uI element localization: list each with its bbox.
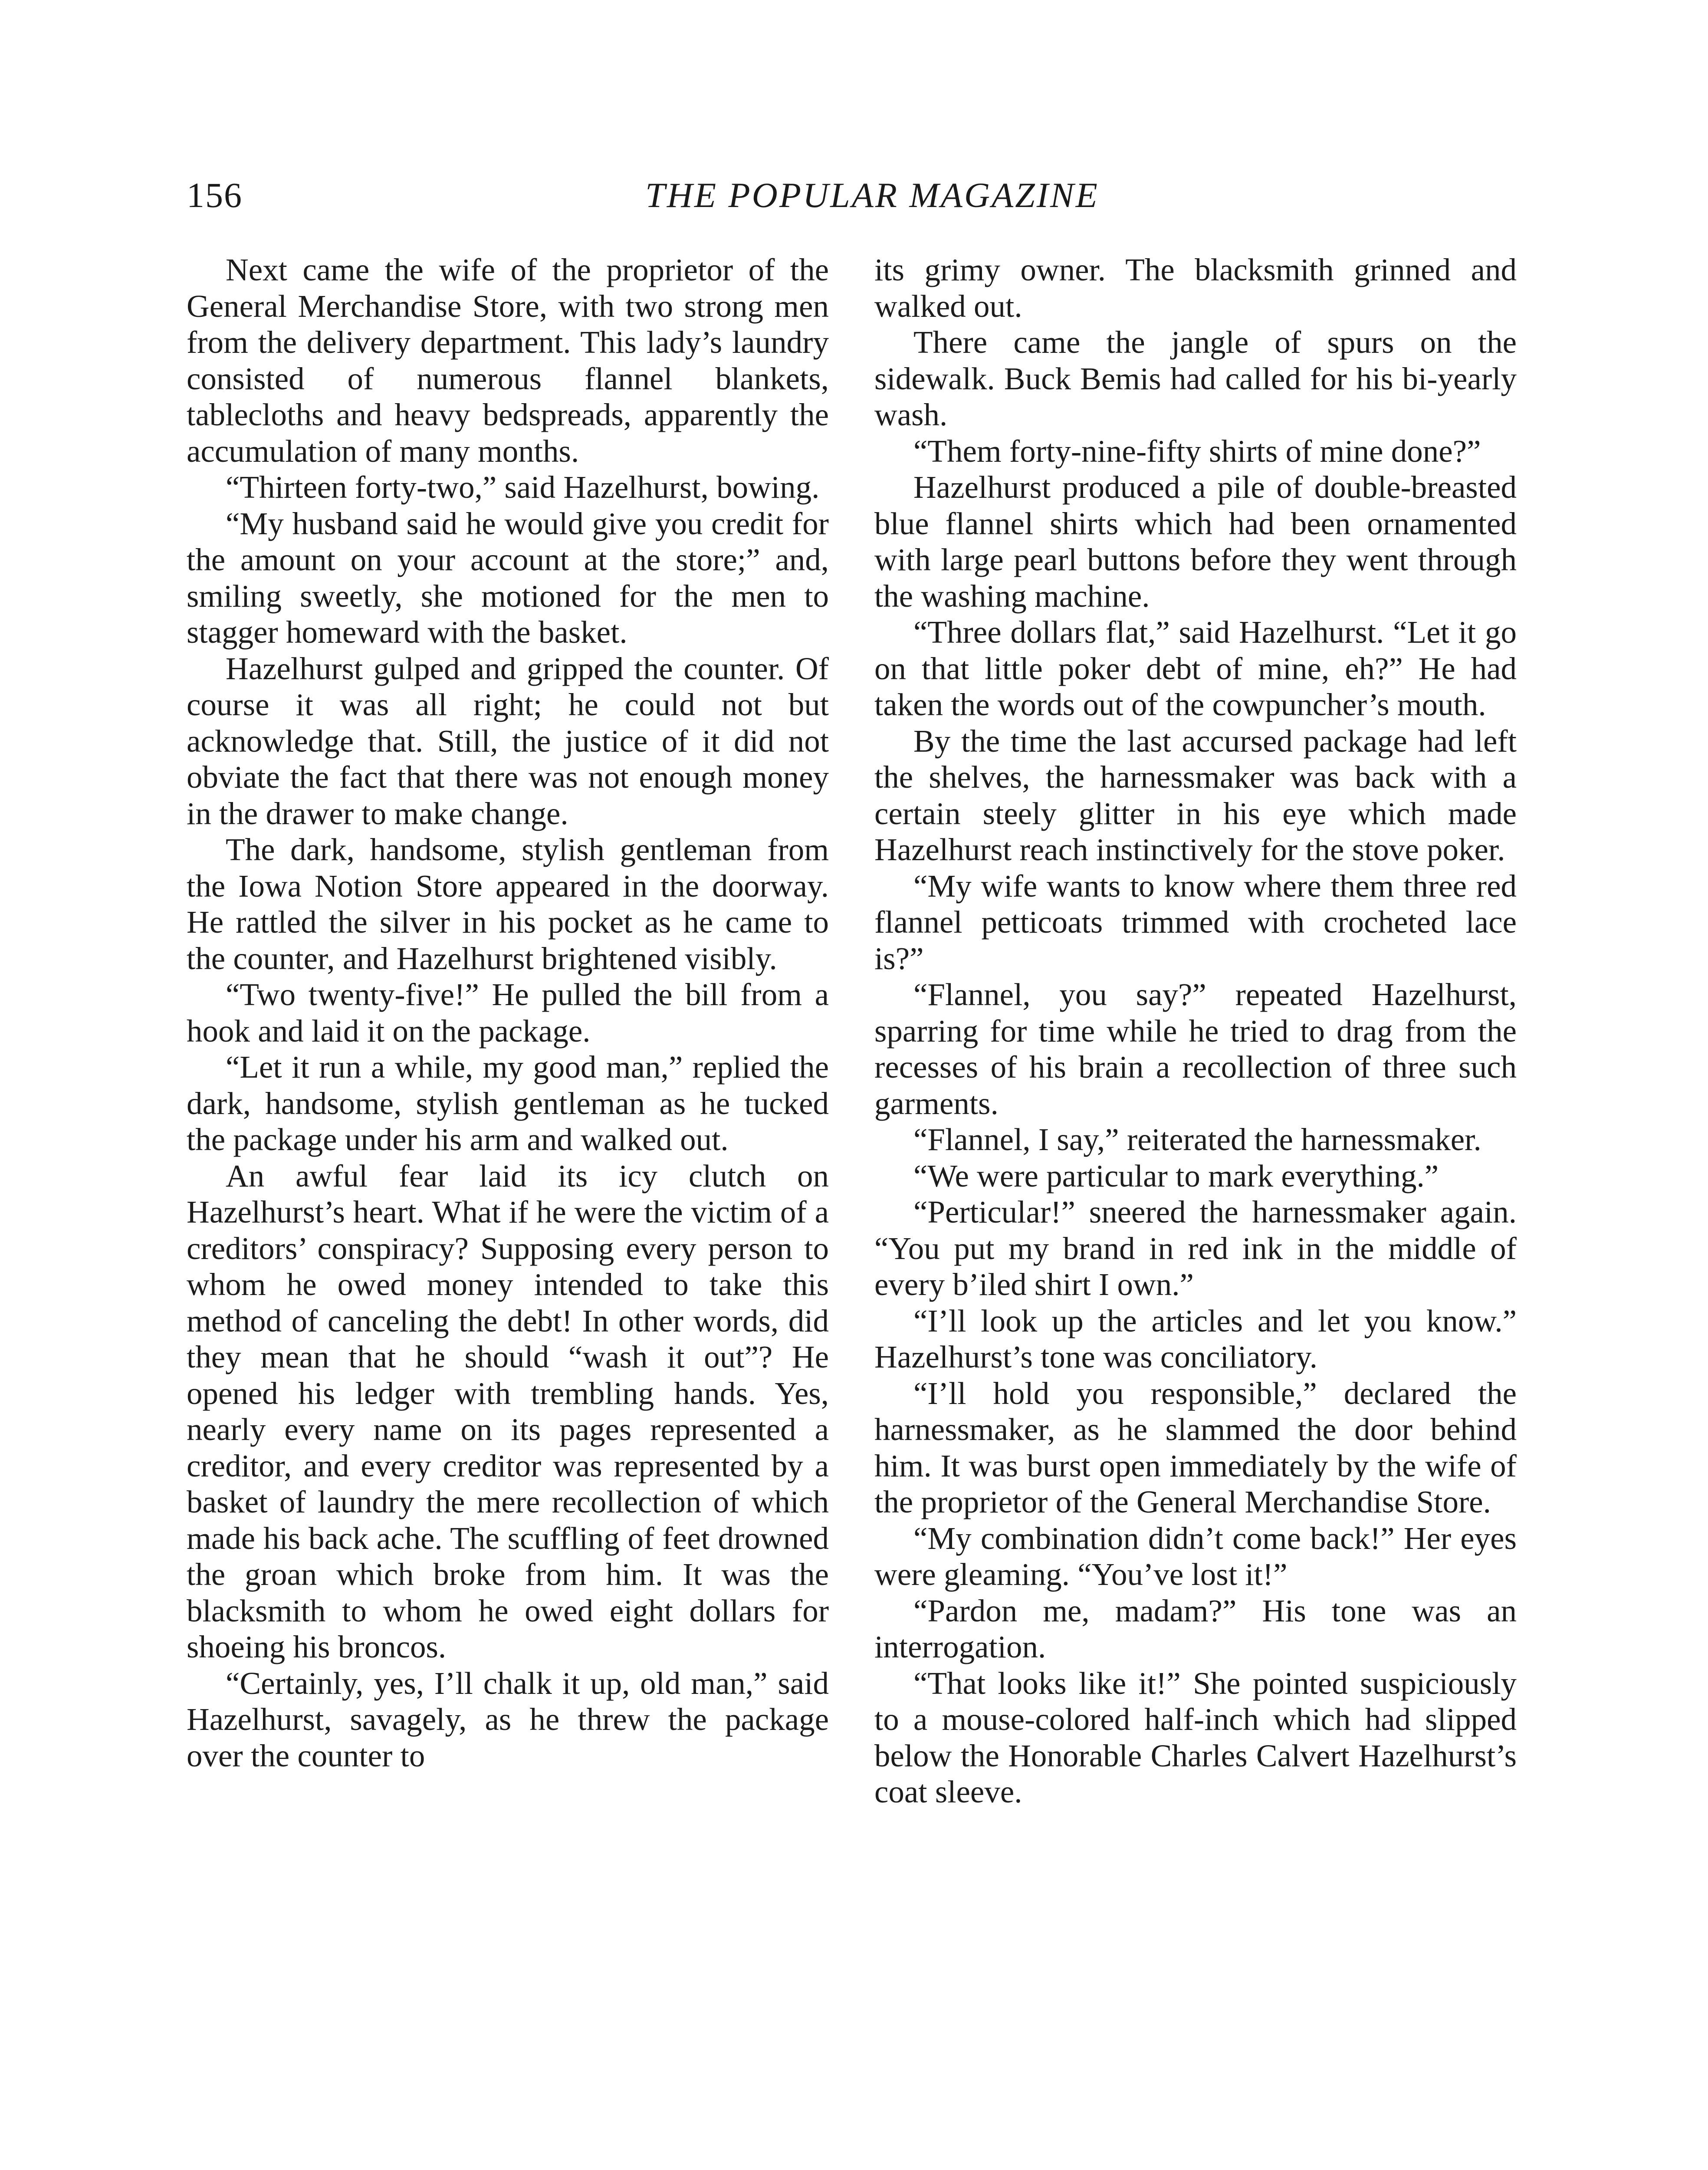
- page-number: 156: [187, 175, 243, 215]
- paragraph: “Thirteen forty-two,” said Hazelhurst, bowing.: [226, 470, 820, 505]
- paragraph: An awful fear laid its icy clutch on Hazelhurst’s heart. What if he were the victim of a creditors’ conspiracy? Supposing every person to whom he owed money intended to take this method of canceling the debt! In other words, did they mean that he should “wash it out”? He opened his ledger with trembling hands. Yes, nearly every name on its pages represented a creditor, and every creditor was represented by a basket of laundry the mere recollection of which made his back ache. The scuffling of feet drowned the groan which broke from him. It was the blacksmith to whom he owed eight dollars for shoeing his broncos.: [187, 1158, 829, 1664]
- paragraph: “Them forty-nine-fifty shirts of mine done?”: [913, 433, 1481, 469]
- paragraph: “Pardon me, madam?” His tone was an interrogation.: [874, 1593, 1517, 1664]
- paragraph: By the time the last accursed package had left the shelves, the harnessmaker was back with a certain steely glitter in his eye which made Hazelhurst reach instinctively for the stove poker.: [874, 723, 1517, 867]
- paragraph: Hazelhurst produced a pile of double-breasted blue flannel shirts which had been ornamented with large pearl buttons before they went through the washing machine.: [874, 470, 1517, 614]
- magazine-title: THE POPULAR MAGAZINE: [645, 175, 1099, 215]
- paragraph: “Let it run a while, my good man,” replied the dark, handsome, stylish gentleman as he tucked the package under his arm and walked out.: [187, 1049, 829, 1157]
- paragraph: “My husband said he would give you credit for the amount on your account at the store;” and, smiling sweetly, she motioned for the men to stagger homeward with the basket.: [187, 506, 829, 650]
- paragraph: “Perticular!” sneered the harnessmaker again. “You put my brand in red ink in the middle of every b’iled shirt I own.”: [874, 1194, 1517, 1302]
- paragraph: “Flannel, I say,” reiterated the harnessmaker.: [913, 1122, 1481, 1157]
- paragraph: “We were particular to mark everything.”: [913, 1158, 1439, 1194]
- paragraph: “Three dollars flat,” said Hazelhurst. “Let it go on that little poker debt of mine, eh?” He had taken the words out of the cowpuncher’s mouth.: [874, 615, 1517, 722]
- paragraph: Hazelhurst gulped and gripped the counter. Of course it was all right; he could not but acknowledge that. Still, the justice of it did not obviate the fact that there was not enough money in the drawer to make change.: [187, 651, 829, 831]
- paragraph: “My wife wants to know where them three red flannel petticoats trimmed with crocheted lace is?”: [874, 868, 1517, 976]
- paragraph: “Certainly, yes, I’ll chalk it up, old man,” said Hazelhurst, savagely, as he threw the package over the counter to: [187, 1665, 829, 1773]
- left-column: [187, 252, 829, 1774]
- right-column: [874, 252, 1517, 1810]
- paragraph: There came the jangle of spurs on the sidewalk. Buck Bemis had called for his bi-yearly wash.: [874, 325, 1517, 432]
- paragraph: “I’ll look up the articles and let you know.” Hazelhurst’s tone was conciliatory.: [874, 1303, 1517, 1374]
- paragraph: Next came the wife of the proprietor of the General Merchandise Store, with two strong men from the delivery department. This lady’s laundry consisted of numerous flannel blankets, tablecloths and heavy bedspreads, apparently the accumulation of many months.: [187, 252, 829, 469]
- running-header: [0, 174, 1708, 226]
- paragraph: “I’ll hold you responsible,” declared the harnessmaker, as he slammed the door behind him. It was burst open immediately by the wife of the proprietor of the General Merchandise Store.: [874, 1375, 1517, 1519]
- paragraph: The dark, handsome, stylish gentleman from the Iowa Notion Store appeared in the doorway. He rattled the silver in his pocket as he came to the counter, and Hazelhurst brightened visibly.: [187, 832, 829, 976]
- paragraph: “Two twenty-five!” He pulled the bill from a hook and laid it on the package.: [187, 977, 829, 1049]
- paragraph-continued: its grimy owner. The blacksmith grinned and walked out.: [874, 252, 1517, 324]
- paragraph: “That looks like it!” She pointed suspiciously to a mouse-colored half-inch which had slipped below the Honorable Charles Calvert Hazelhurst’s coat sleeve.: [874, 1665, 1517, 1809]
- paragraph: “My combination didn’t come back!” Her eyes were gleaming. “You’ve lost it!”: [874, 1520, 1517, 1592]
- paragraph: “Flannel, you say?” repeated Hazelhurst, sparring for time while he tried to drag from the recesses of his brain a recollection of three such garments.: [874, 977, 1517, 1121]
